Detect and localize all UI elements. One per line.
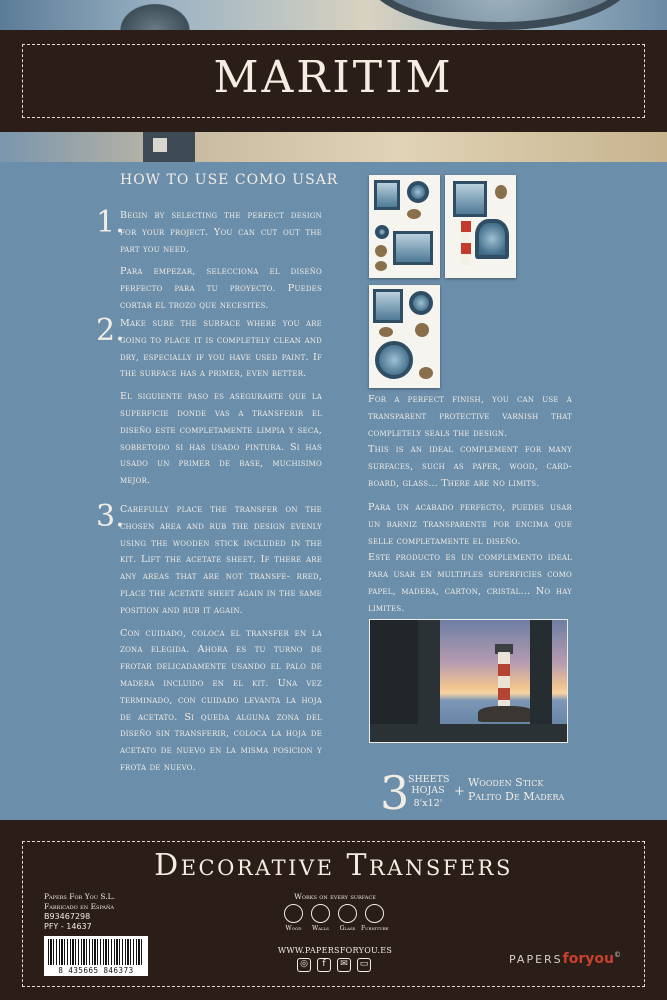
transfer-sheet-preview-2 — [445, 175, 516, 278]
walls-icon — [311, 904, 330, 923]
step-text-spanish: El siguiente paso es asegurarte que la superficie donde vas a transferir el diseño este completamente limpia y seca, sobretodo si has usado pintura. Si has usado un primer de base, muchisimo mejor. — [120, 391, 322, 487]
company-info — [44, 892, 115, 932]
wooden-stick-label-es: Palito De Madera — [468, 790, 565, 803]
glass-icon — [338, 904, 357, 923]
furniture-icon — [365, 904, 384, 923]
lighthouse-tower-image — [143, 132, 195, 162]
works-on-surface — [270, 892, 400, 901]
barcode-bars — [48, 939, 144, 965]
brand-mark: © — [614, 951, 623, 959]
step-3 — [96, 499, 322, 777]
lighthouse-top-image — [115, 0, 195, 30]
step-text-english: Begin by selecting the perfect design for your project. You can cut out the part you need. — [120, 210, 322, 255]
porthole-image — [365, 0, 635, 30]
made-in: Fabricado en España — [44, 902, 114, 911]
step-text-english: Carefully place the transfer on the chosen area and rub the design evenly using the wooden stick included in the kit. Lift the acetate sheet. If there are any areas that are not transfe- rred, place the acetate sheet again in the same position and rub it again. — [120, 504, 322, 616]
facebook-icon[interactable]: f — [317, 958, 331, 972]
surface-walls: Walls — [307, 904, 334, 932]
step-text-spanish: Para empezar, selecciona el diseño perfecto para tu proyecto. Puedes cortar el trozo que necesites. — [120, 266, 322, 311]
sheet-size: 8'x12' — [413, 798, 443, 809]
surface-furniture: Furniture — [361, 904, 388, 932]
brand-name-part-2: foryou — [562, 951, 614, 967]
wood-icon — [284, 904, 303, 923]
sheets-label-en: SHEETS — [408, 774, 450, 785]
finish-tips-english — [368, 392, 572, 493]
step-number: 3. — [96, 499, 125, 534]
barcode — [44, 936, 148, 976]
finish-text-en: For a perfect finish, you can use a transparent protective varnish that completely seals the design. — [368, 394, 572, 439]
step-1 — [96, 205, 322, 315]
product-code: PFY - 14637 — [44, 922, 92, 931]
surface-glass: Glass — [334, 904, 361, 932]
sheets-label-es: HOJAS — [411, 785, 445, 796]
instagram-icon[interactable]: ◎ — [297, 958, 311, 972]
product-title: MARITIM — [213, 52, 454, 103]
plus-sign: + — [454, 784, 465, 799]
finish-text-es: Para un acabado perfecto, puedes usar un barniz transparente por encima que selle completamente el diseño. — [368, 502, 572, 547]
website-link[interactable]: WWW.PAPERSFORYOU.ES — [277, 946, 393, 955]
company-name: Papers For You S.L. — [44, 892, 115, 901]
transfer-sheet-preview-1 — [369, 175, 440, 278]
transfer-sheet-preview-3 — [369, 285, 440, 388]
step-number: 1. — [96, 205, 125, 240]
surface-wood: Wood — [280, 904, 307, 932]
lighthouse-map-photo-strip — [0, 132, 667, 162]
step-2 — [96, 313, 322, 490]
tax-id: B93467298 — [44, 912, 91, 921]
works-title: Works on every surface — [294, 892, 376, 901]
chat-icon[interactable]: ▭ — [357, 958, 371, 972]
brand-logo — [509, 951, 623, 967]
lighthouse-window-photo — [369, 619, 568, 743]
wooden-stick-label-en: Wooden Stick — [468, 776, 544, 789]
finish-tips-spanish — [368, 500, 572, 618]
sheet-count: 3 — [380, 766, 410, 820]
product-line-title: Decorative Transfers — [154, 848, 513, 883]
brand-name-part-1: PAPERS — [509, 953, 563, 966]
top-lighthouse-photo-strip — [0, 0, 667, 30]
mail-icon[interactable]: ✉ — [337, 958, 351, 972]
step-text-english: Make sure the surface where you are going to place it is completely clean and dry, especially if you have used paint. If the surface has a primer, even better. — [120, 318, 322, 380]
finish-text-es-2: Este producto es un complemento ideal para usar en multiples superficies como papel, madera, carton, cristal... No hay limites. — [368, 552, 572, 614]
step-text-spanish: Con cuidado, coloca el transfer en la zona elegida. Ahora es tu turno de frotar delicadamente usando el palo de madera incluido en el kit. Una vez terminado, con cuidado levanta la hoja de acetato. Si queda alguna zona del diseño sin transferir, coloca la hoja de acetato de nuevo en la misma posicion y frota de nuevo. — [120, 627, 322, 773]
step-number: 2. — [96, 313, 125, 348]
barcode-number: 8 435665 846373 — [58, 966, 134, 975]
how-to-use-heading: HOW TO USE COMO USAR — [120, 172, 339, 188]
finish-text-en-2: This is an ideal complement for many surfaces, such as paper, wood, card- board, glass... There are no limits. — [368, 444, 572, 489]
